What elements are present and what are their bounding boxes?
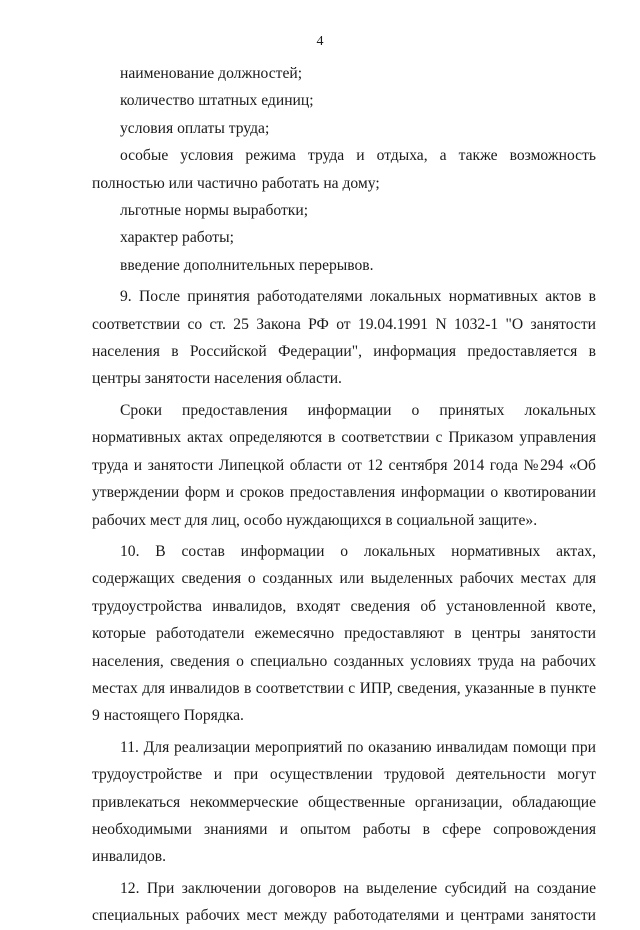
- paragraph-11: 11. Для реализации мероприятий по оказанию инвалидам помощи при трудоустройстве и при осуществлении трудовой деятельности могут привлекаться некоммерческие общественные организации, обладающие необходимыми знаниями и опытом работы в сфере сопровождения инвалидов.: [92, 738, 596, 866]
- list-item-work-character: характер работы;: [120, 229, 234, 247]
- document-body: [92, 60, 596, 930]
- list-item-pay-conditions: условия оплаты труда;: [120, 119, 270, 137]
- page-number: 4: [316, 34, 324, 49]
- list-item-positions: наименование должностей;: [120, 65, 303, 82]
- list-item-breaks: введение дополнительных перерывов.: [120, 256, 374, 274]
- paragraph-9: 9. После принятия работодателями локальных нормативных актов в соответствии со ст. 25 Закона РФ от 19.04.1991 N 1032-1 "О занятости населения в Российской Федерации", информация предоставляется в центры занятости населения области.: [92, 288, 596, 388]
- paragraph-9-deadlines: Сроки предоставления информации о принятых локальных нормативных актах определяются в соответствии с Приказом управления труда и занятости Липецкой области от 12 сентября 2014 года №294 «Об утверждении форм и сроков предоставления информации о квотировании рабочих мест для лиц, особо нуждающихся в социальной защите».: [92, 401, 596, 529]
- list-item-staff-units: количество штатных единиц;: [120, 92, 314, 110]
- paragraph-10: 10. В состав информации о локальных нормативных актах, содержащих сведения о созданных или выделенных рабочих местах для трудоустройства инвалидов, входят сведения об установленной квоте, которые работодатели ежемесячно предоставляют в центры занятости населения, сведения о специально созданных условиях труда на рабочих местах для инвалидов в соответствии с ИПР, сведения, указанные в пункте 9 настоящего Порядка.: [92, 542, 596, 725]
- list-item-work-regime: особые условия режима труда и отдыха, а также возможность полностью или частично работать на дому;: [92, 147, 596, 192]
- paragraph-12: 12. При заключении договоров на выделение субсидий на создание специальных рабочих мест между работодателями и центрами занятости: [92, 879, 596, 925]
- list-item-output-norms: льготные нормы выработки;: [120, 202, 309, 220]
